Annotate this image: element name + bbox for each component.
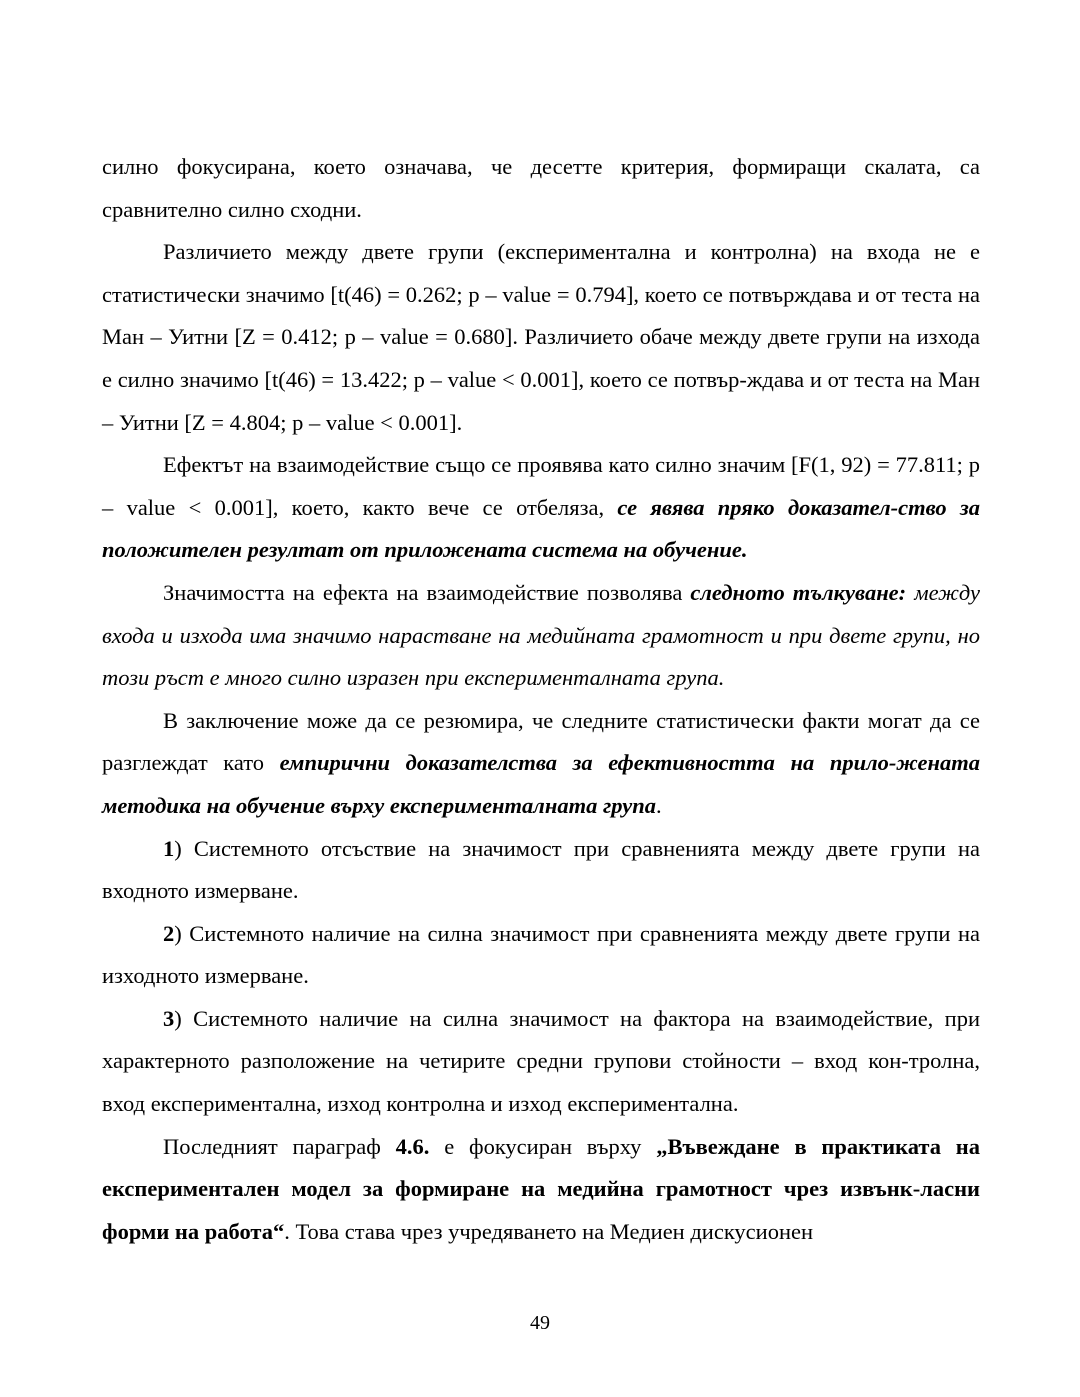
paragraph-last: Последният параграф 4.6. е фокусиран върху „Въвеждане в практиката на експериментален модел за формиране на медийна грамотност чрез извънк-ласни форми на работа“. Това става чрез учредяването на Медиен дискусионен: [102, 1133, 981, 1244]
list-item-2: 2) Системното наличие на силна значимост при сравненията между двете групи на изходното измерване.: [102, 920, 980, 989]
paragraph-1: силно фокусирана, което означава, че десетте критерия, формиращи скалата, са сравнително силно сходни.: [102, 154, 980, 222]
list-item-3: 3) Системното наличие на силна значимост на фактора на взаимодействие, при характерното разположение на четирите средни групови стойности – вход кон-тролна, вход експериментална, изход контролна и изход експериментална.: [102, 1005, 980, 1117]
list-item-1: 1) Системното отсъствие на значимост при сравненията между двете групи на входното измерване.: [102, 835, 980, 904]
paragraph-2: Различието между двете групи (експериментална и контролна) на входа не е статистически значимо [t(46) = 0.262; p – value = 0.794], което се потвърждава и от теста на Ман – Уитни [Z = 0.412; p – value = 0.680]. Различието обаче между двете групи на изхода е силно значимо [t(46) = 13.422; p – value < 0.001], което се потвър-ждава и от теста на Ман – Уитни [Z = 4.804; p – value < 0.001].: [102, 239, 980, 435]
paragraph-5: В заключение може да се резюмира, че следните статистически факти могат да се разглеждат като емпирични доказателства за ефективността на прило-жената методика на обучение върху експерименталната група.: [102, 707, 980, 818]
document-body: [102, 146, 980, 1253]
paragraph-3: Ефектът на взаимодействие също се проявява като силно значим [F(1, 92) = 77.811; p – value < 0.001], което, както вече се отбеляза, се явява пряко доказател-ство за положителен резултат от приложената система на обучение.: [102, 452, 980, 563]
paragraph-4: Значимостта на ефекта на взаимодействие позволява следното тълкуване: между входа и изхода има значимо нарастване на медийната грамотност и при двете групи, но този ръст е много силно изразен при експерименталната група.: [102, 579, 980, 691]
page-number: 49: [530, 1312, 550, 1334]
